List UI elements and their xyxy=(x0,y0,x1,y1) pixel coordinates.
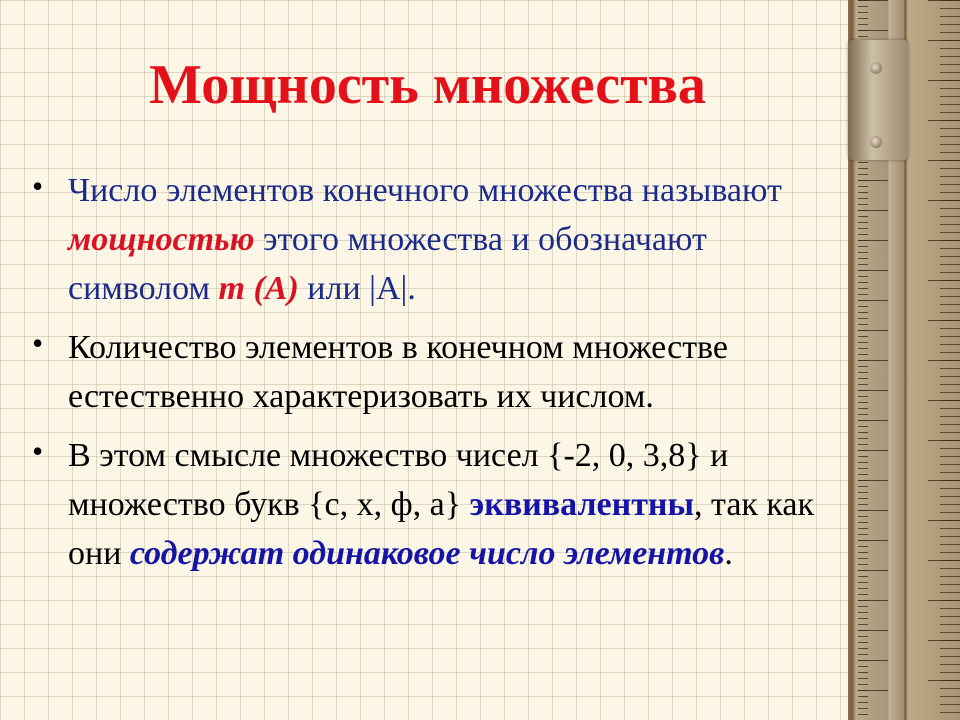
bullet-list xyxy=(30,166,830,588)
bullet-item-equivalent-sets xyxy=(30,431,830,578)
ruler-clamp xyxy=(848,40,908,160)
screw-icon xyxy=(870,136,882,148)
notation-m-a: m (A) xyxy=(218,270,299,307)
bullet-item-characterize-by-number xyxy=(30,323,830,421)
screw-icon xyxy=(870,62,882,74)
bullet-icon: • xyxy=(32,325,44,361)
term-equivalent: эквивалентны xyxy=(469,486,695,523)
bullet-text: Количество элементов в конечном множестве естественно характеризовать их числом. xyxy=(68,329,728,415)
bullet-text: В этом смысле множество чисел {-2, 0, 3,8} и множество букв {с, х, ф, а} эквивалентны, так как они содержат одинаковое число элементов. xyxy=(68,437,815,572)
bullet-item-cardinality-definition xyxy=(30,166,830,313)
term-cardinality: мощностью xyxy=(68,221,255,258)
bullet-icon: • xyxy=(32,433,44,469)
bullet-icon: • xyxy=(32,168,44,204)
ruler-decoration xyxy=(848,0,960,720)
bullet-text: Число элементов конечного множества называют мощностью этого множества и обозначают символом m (A) или |A|. xyxy=(68,172,782,307)
phrase-same-count: содержат одинаковое число элементов xyxy=(129,535,725,572)
slide-title: Мощность множества xyxy=(149,54,706,116)
